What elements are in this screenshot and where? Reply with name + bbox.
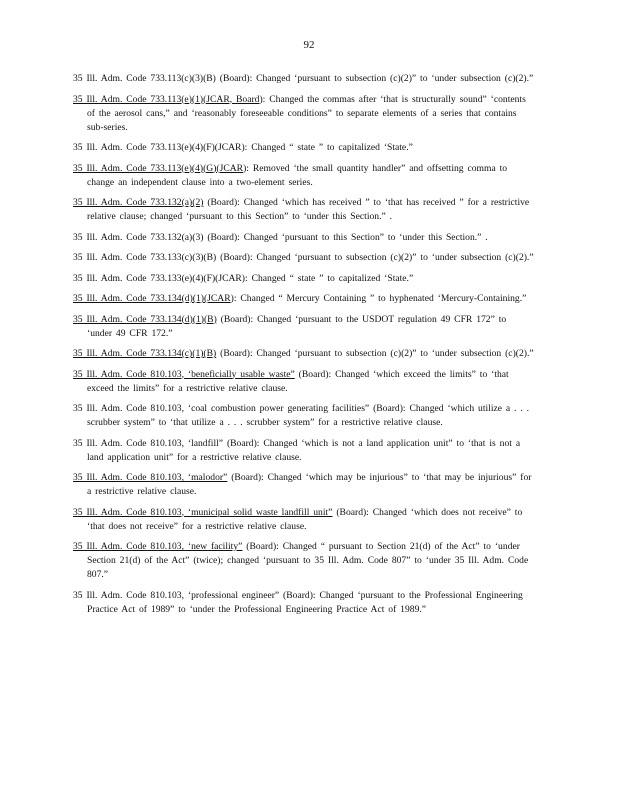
list-item	[73, 402, 535, 430]
entry-citation: 35 Ill. Adm. Code 810.103, ‘municipal solid waste landfill unit”	[73, 506, 333, 518]
entry-citation: 35 Ill. Adm. Code 733.113(e)(1)(JCAR, Board	[73, 93, 260, 105]
errata-list	[73, 72, 535, 623]
entry-text: 35 Ill. Adm. Code 733.113(c)(3)(B) (Board): Changed ‘pursuant to subsection (c)(2)” to ‘under subsection (c)(2).”	[73, 73, 534, 84]
entry-text: (Board): Changed ‘which may be injurious” to ‘that may be injurious” for a restrictive relative clause.	[87, 472, 532, 497]
entry-text: ): Removed ‘the small quantity handler” and offsetting comma to change an independent clause into a two-element series.	[87, 162, 508, 188]
entry-citation: 35 Ill. Adm. Code 733.134(d)(1)(JCAR	[73, 293, 231, 304]
entry-text: 35 Ill. Adm. Code 733.113(e)(4)(F)(JCAR): Changed “ state ” to capitalized ‘State.”	[73, 142, 413, 153]
list-item	[73, 196, 535, 224]
list-item	[73, 347, 535, 361]
list-item	[73, 162, 535, 190]
entry-text: (Board): Changed ‘which exceed the limits” to ‘that exceed the limits” for a restrictive relative clause.	[87, 368, 509, 394]
entry-text: 35 Ill. Adm. Code 810.103, ‘coal combustion power generating facilities” (Board): Changed ‘which utilize a . . . scrubber system” to ‘that utilize a . . . scrubber system” for a restrictive relative clause.	[73, 403, 530, 428]
list-item	[73, 231, 535, 245]
entry-citation: 35 Ill. Adm. Code 810.103, ‘new facility”	[73, 541, 243, 552]
entry-text: (Board): Changed ‘which does not receive” to ‘that does not receive” for a restrictive relative clause.	[87, 506, 523, 532]
entry-text: 35 Ill. Adm. Code 733.133(e)(4)(F)(JCAR): Changed “ state ” to capitalized ‘State.”	[73, 272, 414, 284]
list-item	[73, 251, 535, 265]
entry-text: 35 Ill. Adm. Code 810.103, ‘professional engineer” (Board): Changed ‘pursuant to the Professional Engineering Practice Act of 1989” to ‘under the Professional Engineering Practice Act of 1989.”	[73, 589, 523, 615]
entry-citation: 35 Ill. Adm. Code 733.134(d)(1)(B)	[73, 313, 217, 325]
list-item	[73, 437, 535, 465]
entry-citation: 35 Ill. Adm. Code 733.113(e)(4)(G)(JCAR	[73, 162, 244, 174]
entry-text: ): Changed the commas after ‘that is structurally sound” ‘contents of the aerosol cans,” and ‘reasonably foreseeable conditions” to separate elements of a series that contains sub-series.	[87, 93, 526, 133]
list-item	[73, 506, 535, 534]
list-item	[73, 368, 535, 396]
list-item	[73, 540, 535, 582]
entry-text: 35 Ill. Adm. Code 810.103, ‘landfill” (Board): Changed ‘which is not a land application unit” to ‘that is not a land application unit” for a restrictive relative clause.	[73, 437, 521, 463]
list-item	[73, 72, 535, 86]
list-item	[73, 141, 535, 155]
list-item	[73, 272, 535, 286]
list-item	[73, 292, 535, 306]
list-item	[73, 93, 535, 135]
entry-citation: 35 Ill. Adm. Code 733.132(a)(2)	[73, 197, 204, 208]
page-number: 92	[303, 39, 315, 51]
list-item	[73, 471, 535, 499]
entry-text: (Board): Changed “ pursuant to Section 21(d) of the Act” to ‘under Section 21(d) of the Act” (twice); changed ‘pursuant to 35 Ill. Adm. Code 807” to ‘under 35 Ill. Adm. Code 807.”	[87, 541, 529, 580]
list-item	[73, 589, 535, 617]
entry-citation: 35 Ill. Adm. Code 733.134(c)(1)(B)	[73, 348, 217, 359]
entry-citation: 35 Ill. Adm. Code 810.103, ‘beneficially usable waste”	[73, 368, 295, 380]
entry-text: (Board): Changed ‘which has received ” to ‘that has received ” for a restrictive relative clause; changed ‘pursuant to this Section” to ‘under this Section.” .	[87, 197, 530, 222]
entry-text: (Board): Changed ‘pursuant to the USDOT regulation 49 CFR 172” to ‘under 49 CFR 172.”	[87, 313, 507, 339]
list-item	[73, 313, 535, 341]
entry-text: 35 Ill. Adm. Code 733.133(c)(3)(B) (Board): Changed ‘pursuant to subsection (c)(2)” to ‘under subsection (c)(2).”	[73, 252, 534, 263]
entry-text: ): Changed “ Mercury Containing ” to hyphenated ‘Mercury-Containing.”	[230, 293, 527, 304]
entry-citation: 35 Ill. Adm. Code 810.103, ‘malodor”	[73, 472, 228, 483]
entry-text: (Board): Changed ‘pursuant to subsection (c)(2)” to ‘under subsection (c)(2).”	[216, 348, 534, 359]
entry-text: 35 Ill. Adm. Code 733.132(a)(3) (Board): Changed ‘pursuant to this Section” to ‘under this Section.” .	[73, 231, 488, 243]
